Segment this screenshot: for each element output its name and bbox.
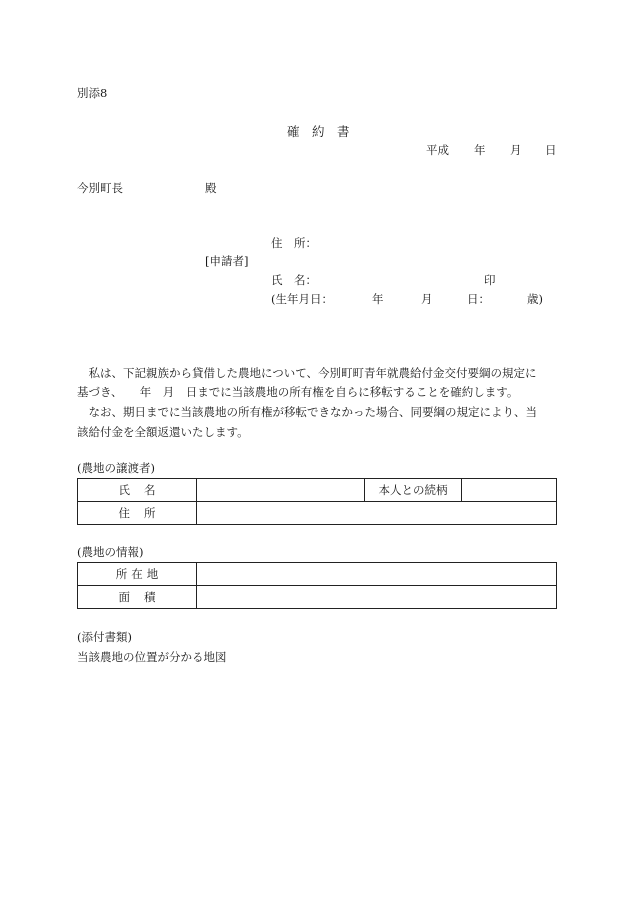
farmland-location-label: 所在地 xyxy=(78,563,197,586)
transferor-address-value[interactable] xyxy=(197,502,557,525)
birth-year: 年 xyxy=(372,292,384,306)
transferor-name-value[interactable] xyxy=(197,479,365,502)
birth-age: 歳) xyxy=(527,292,543,306)
date-day: 日 xyxy=(545,143,557,157)
addressee-honorific: 殿 xyxy=(205,181,217,195)
body-line-3: なお、期日までに当該農地の所有権が移転できなかった場合、同要綱の規定により、当 xyxy=(77,405,537,419)
addressee-name: 今別町長 xyxy=(77,181,123,195)
farmland-area-label: 面積 xyxy=(78,586,197,609)
table-row xyxy=(78,586,557,609)
body-line-4: 該給付金を全額返還いたします。 xyxy=(77,425,249,439)
applicant-role: [申請者] xyxy=(205,254,249,268)
document-title: 確 約 書 xyxy=(287,124,350,139)
table-row xyxy=(78,502,557,525)
attachment-label: 別添8 xyxy=(77,86,108,100)
farmland-heading: (農地の情報) xyxy=(77,545,144,559)
attachments-heading: (添付書類) xyxy=(77,630,132,644)
transferor-relation-value[interactable] xyxy=(462,479,557,502)
attachments-item: 当該農地の位置が分かる地図 xyxy=(77,650,227,664)
transferor-name-label: 氏名 xyxy=(78,479,197,502)
transferor-address-label: 住所 xyxy=(78,502,197,525)
transferor-relation-label: 本人との続柄 xyxy=(365,479,462,502)
seal-mark: 印 xyxy=(484,273,496,287)
farmland-area-value[interactable] xyxy=(197,586,557,609)
body-line-1: 私は、下記親族から貸借した農地について、今別町町青年就農給付金交付要綱の規定に xyxy=(77,366,537,380)
applicant-name-label: 氏 名： xyxy=(271,273,317,287)
farmland-location-value[interactable] xyxy=(197,563,557,586)
birth-day: 日： xyxy=(467,292,490,306)
table-row xyxy=(78,563,557,586)
transferor-heading: (農地の譲渡者) xyxy=(77,461,155,475)
table-row xyxy=(78,479,557,502)
birth-month: 月 xyxy=(421,292,433,306)
body-line-2: 基づき、 年 月 日までに当該農地の所有権を自らに移転することを確約します。 xyxy=(77,385,519,399)
date-month: 月 xyxy=(510,143,522,157)
date-year: 年 xyxy=(474,143,486,157)
applicant-address-label: 住 所： xyxy=(271,236,317,250)
transferor-table xyxy=(77,478,557,525)
date-era: 平成 xyxy=(426,143,449,157)
birth-open: (生年月日： xyxy=(271,292,333,306)
farmland-table xyxy=(77,562,557,609)
